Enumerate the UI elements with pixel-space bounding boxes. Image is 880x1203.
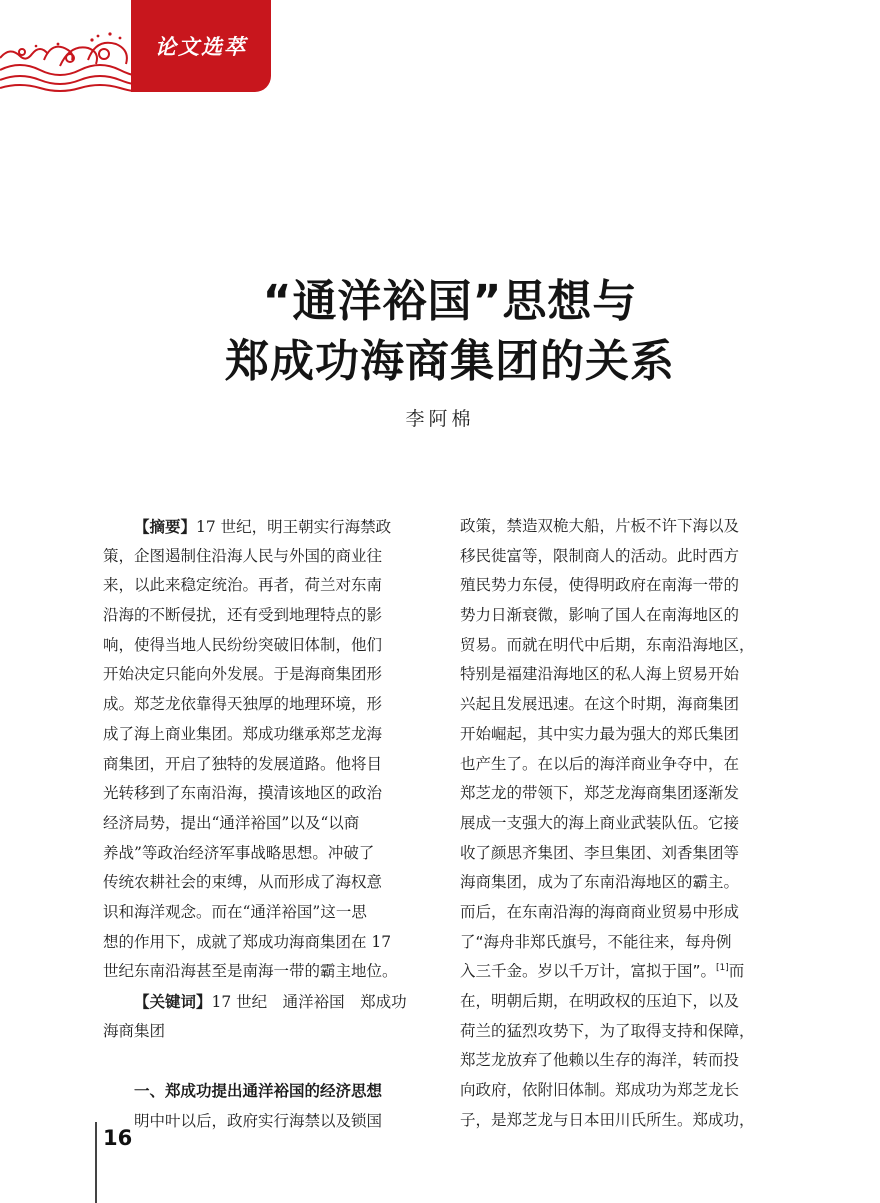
abstract-label: 【摘要】 (134, 517, 197, 536)
left-column (103, 512, 443, 1137)
body-line: 兴起且发展迅速。在这个时期，海商集团 (460, 695, 740, 714)
page-number: 16 (103, 1126, 133, 1150)
article-title-line1: “通洋裕国”思想与 (262, 276, 638, 327)
abstract-line: 养战”等政治经济军事战略思想。冲破了 (103, 843, 375, 862)
body-line: 而后，在东南沿海的海商商业贸易中形成 (460, 902, 740, 921)
keywords-continuation: 海商集团 (103, 1021, 166, 1040)
abstract-line: 识和海洋观念。而在“通洋裕国”这一思 (103, 902, 367, 921)
body-line: 也产生了。在以后的海洋商业争夺中，在 (460, 754, 740, 773)
abstract-first-line (103, 512, 443, 542)
body-line: 向政府，依附旧体制。郑成功为郑芝龙长 (460, 1081, 740, 1100)
abstract-line: 成了海上商业集团。郑成功继承郑芝龙海 (103, 724, 383, 743)
abstract-first-text: 17 世纪，明王朝实行海禁政 (196, 518, 392, 536)
abstract-line: 沿海的不断侵扰，还有受到地理特点的影 (103, 606, 383, 625)
body-text: 入三千金。岁以千万计，富拟于国”。 (460, 962, 717, 981)
body-line: 展成一支强大的海上商业武装队伍。它接 (460, 813, 740, 832)
abstract-line: 来，以此来稳定统治。再者，荷兰对东南 (103, 576, 383, 595)
body-line: 殖民势力东侵，使得明政府在南海一带的 (460, 576, 740, 595)
abstract-line: 世纪东南沿海甚至是南海一带的霸主地位。 (103, 962, 398, 981)
right-column (460, 512, 800, 1135)
body-line: 明中叶以后，政府实行海禁以及锁国 (134, 1112, 383, 1131)
spacer (103, 1046, 443, 1077)
body-line: 贸易。而就在明代中后期，东南沿海地区， (460, 635, 755, 654)
body-line: 移民徙富等，限制商人的活动。此时西方 (460, 546, 740, 565)
abstract-line: 商集团，开启了独特的发展道路。他将目 (103, 754, 383, 773)
body-line: 特别是福建沿海地区的私人海上贸易开始 (460, 665, 740, 684)
article-author: 李阿棉 (405, 408, 475, 430)
body-line: 收了颜思齐集团、李旦集团、刘香集团等 (460, 843, 740, 862)
body-line: 郑芝龙放弃了他赖以生存的海洋，转而投 (460, 1051, 740, 1070)
body-line: 海商集团，成为了东南沿海地区的霸主。 (460, 873, 740, 892)
body-line: 政策，禁造双桅大船，片板不许下海以及 (460, 517, 740, 535)
body-line: 势力日渐衰微，影响了国人在南海地区的 (460, 606, 740, 625)
abstract-line: 想的作用下，成就了郑成功海商集团在 17 (103, 932, 392, 951)
body-line: 荷兰的猛烈攻势下，为了取得支持和保障， (460, 1021, 755, 1040)
keywords-label: 【关键词】 (134, 992, 212, 1011)
keywords-text: 17 世纪 通洋裕国 郑成功 (211, 993, 407, 1011)
abstract-line: 经济局势，提出“通洋裕国”以及“以商 (103, 813, 360, 832)
abstract-line: 成。郑芝龙依靠得天独厚的地理环境，形 (103, 695, 383, 714)
section-heading: 一、郑成功提出通洋裕国的经济思想 (134, 1082, 383, 1101)
section-tag-label: 论文选萃 (155, 34, 247, 59)
body-line: 了“海舟非郑氏旗号，不能往来，每舟例 (460, 932, 732, 951)
body-line: 开始崛起，其中实力最为强大的郑氏集团 (460, 724, 740, 743)
article-title-line2: 郑成功海商集团的关系 (225, 336, 675, 387)
footnote-ref[interactable]: [1] (716, 963, 729, 974)
abstract-line: 光转移到了东南沿海，摸清该地区的政治 (103, 784, 383, 803)
page-number-rule (95, 1122, 97, 1203)
body-line: 子，是郑芝龙与日本田川氏所生。郑成功， (460, 1110, 755, 1129)
abstract-line: 策，企图遏制住沿海人民与外国的商业往 (103, 546, 383, 565)
wave-decoration (0, 0, 140, 92)
abstract-line: 传统农耕社会的束缚，从而形成了海权意 (103, 873, 383, 892)
section-tag (131, 0, 271, 92)
abstract-line: 响，使得当地人民纷纷突破旧体制，他们 (103, 635, 383, 654)
wave-pattern-icon (0, 0, 140, 92)
body-line: 在，明朝后期，在明政权的压迫下，以及 (460, 992, 740, 1010)
abstract-line: 开始决定只能向外发展。于是海商集团形 (103, 665, 383, 684)
body-text: 而 (728, 962, 745, 981)
body-line-with-footnote (460, 957, 800, 987)
body-line: 郑芝龙的带领下，郑芝龙海商集团逐渐发 (460, 784, 740, 803)
keywords-line (103, 987, 443, 1017)
